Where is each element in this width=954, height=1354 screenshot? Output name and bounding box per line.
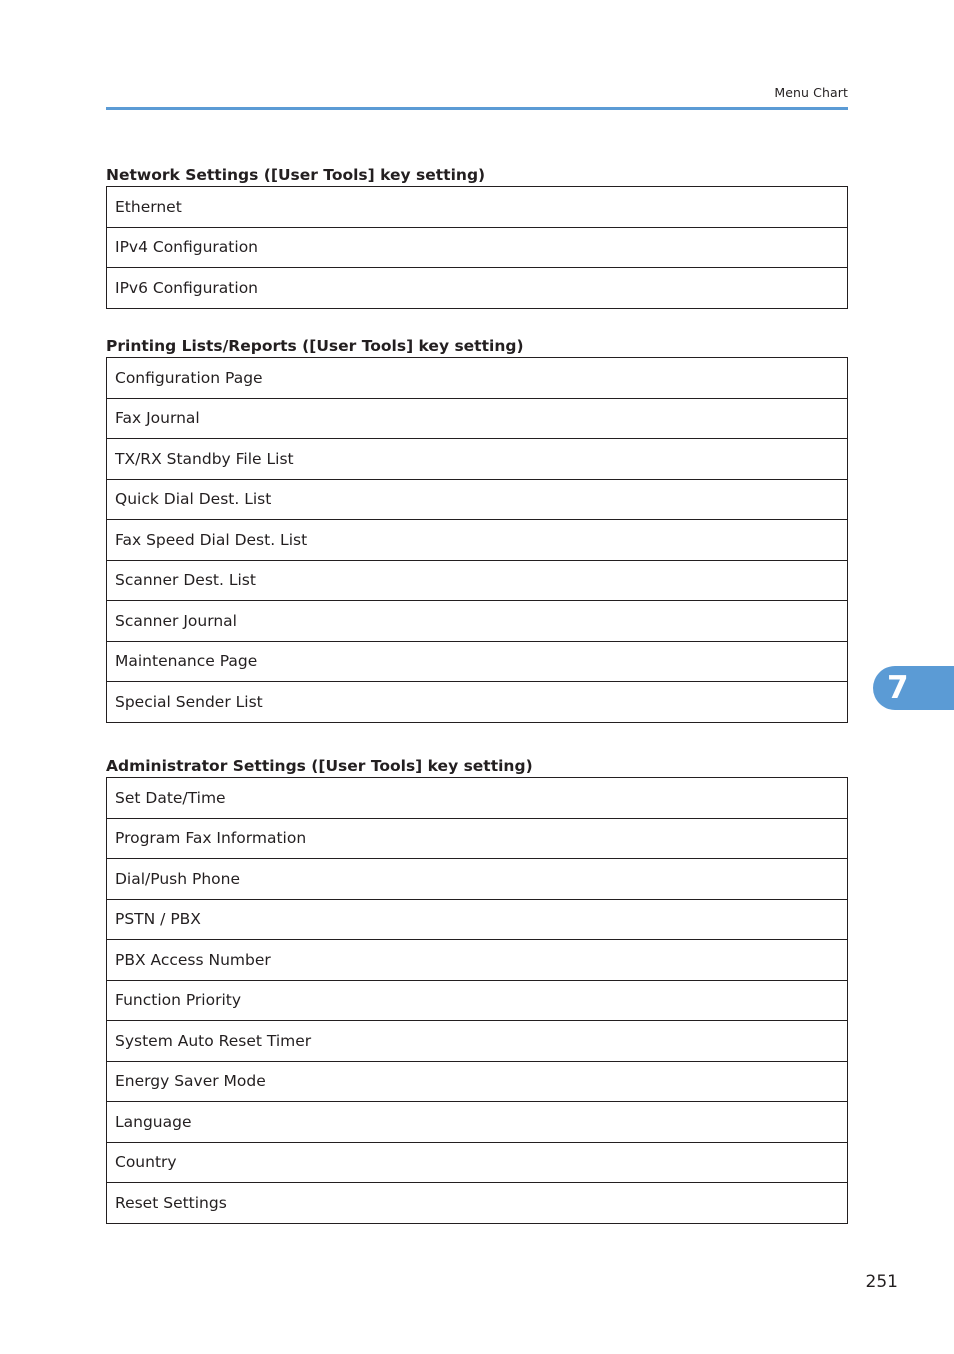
table-row bbox=[107, 859, 848, 900]
table-row bbox=[107, 439, 848, 480]
table-row bbox=[107, 560, 848, 601]
table-row bbox=[107, 398, 848, 439]
table-row bbox=[107, 980, 848, 1021]
table-row bbox=[107, 1061, 848, 1102]
menu-item: Maintenance Page bbox=[107, 641, 848, 682]
table-row bbox=[107, 940, 848, 981]
menu-item: Language bbox=[107, 1102, 848, 1143]
menu-item: Quick Dial Dest. List bbox=[107, 479, 848, 520]
menu-item: PSTN / PBX bbox=[107, 899, 848, 940]
section-title: Printing Lists/Reports ([User Tools] key setting) bbox=[106, 337, 524, 355]
menu-item: Scanner Journal bbox=[107, 601, 848, 642]
table-row bbox=[107, 1021, 848, 1062]
table-row bbox=[107, 601, 848, 642]
table-row bbox=[107, 899, 848, 940]
section-printing-lists-reports bbox=[106, 335, 848, 723]
table-row bbox=[107, 818, 848, 859]
menu-item: PBX Access Number bbox=[107, 940, 848, 981]
menu-item: Fax Speed Dial Dest. List bbox=[107, 520, 848, 561]
chapter-tab bbox=[873, 666, 954, 710]
table-row bbox=[107, 1102, 848, 1143]
menu-item: Reset Settings bbox=[107, 1183, 848, 1224]
chapter-number: 7 bbox=[887, 670, 909, 706]
table-row bbox=[107, 479, 848, 520]
page-number: 251 bbox=[865, 1272, 898, 1292]
menu-item: Dial/Push Phone bbox=[107, 859, 848, 900]
menu-table bbox=[106, 777, 848, 1224]
table-row bbox=[107, 358, 848, 399]
menu-item: Fax Journal bbox=[107, 398, 848, 439]
menu-item: IPv6 Configuration bbox=[107, 268, 848, 309]
menu-item: Special Sender List bbox=[107, 682, 848, 723]
menu-item: Function Priority bbox=[107, 980, 848, 1021]
menu-item: Energy Saver Mode bbox=[107, 1061, 848, 1102]
table-row bbox=[107, 187, 848, 228]
table-row bbox=[107, 520, 848, 561]
menu-item: Scanner Dest. List bbox=[107, 560, 848, 601]
menu-item: IPv4 Configuration bbox=[107, 227, 848, 268]
section-title: Network Settings ([User Tools] key setting) bbox=[106, 166, 486, 184]
header-rule bbox=[106, 107, 848, 110]
table-row bbox=[107, 1142, 848, 1183]
menu-table bbox=[106, 186, 848, 309]
menu-item: TX/RX Standby File List bbox=[107, 439, 848, 480]
running-header: Menu Chart bbox=[774, 85, 848, 100]
menu-item: Program Fax Information bbox=[107, 818, 848, 859]
table-row bbox=[107, 227, 848, 268]
menu-item: System Auto Reset Timer bbox=[107, 1021, 848, 1062]
section-network-settings bbox=[106, 164, 848, 309]
menu-item: Ethernet bbox=[107, 187, 848, 228]
menu-item: Set Date/Time bbox=[107, 778, 848, 819]
table-row bbox=[107, 268, 848, 309]
table-row bbox=[107, 641, 848, 682]
menu-item: Configuration Page bbox=[107, 358, 848, 399]
section-title: Administrator Settings ([User Tools] key setting) bbox=[106, 757, 533, 775]
table-row bbox=[107, 1183, 848, 1224]
section-administrator-settings bbox=[106, 755, 848, 1224]
menu-item: Country bbox=[107, 1142, 848, 1183]
table-row bbox=[107, 682, 848, 723]
table-row bbox=[107, 778, 848, 819]
menu-table bbox=[106, 357, 848, 723]
